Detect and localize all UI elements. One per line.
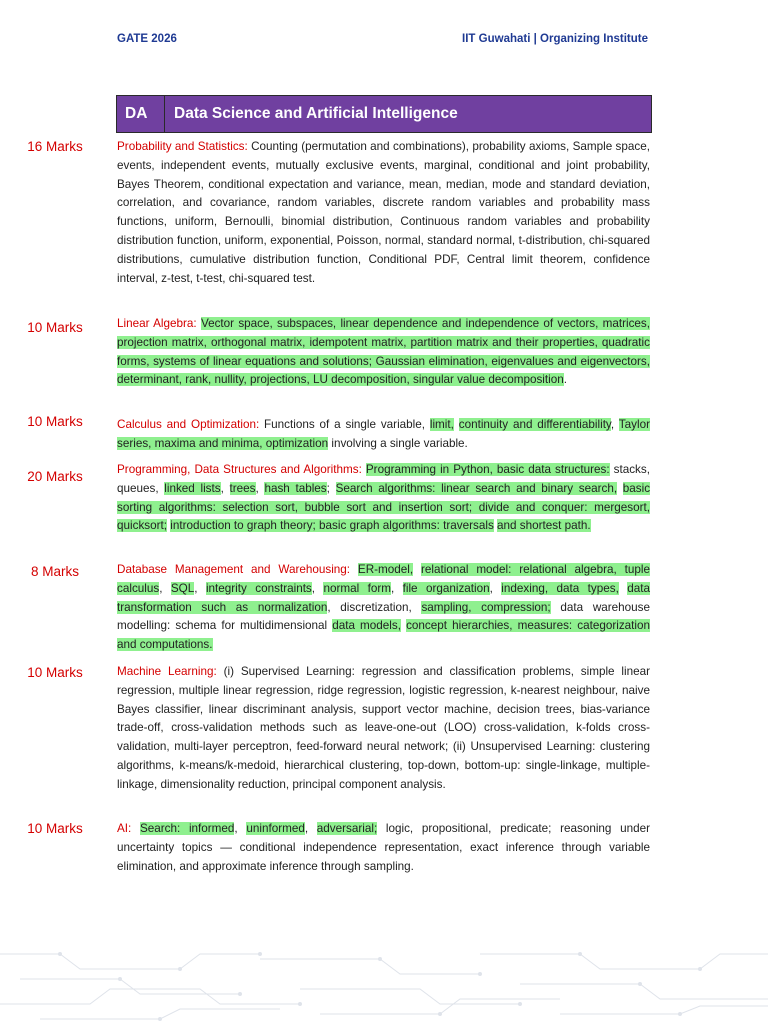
- highlighted-text: and shortest path.: [497, 519, 591, 533]
- topic-text: Counting (permutation and combinations), probability axioms, Sample space, events, independent events, mutually exclusive events, marginal, conditional and joint probability, Bayes Theorem, conditional expectation and variance, mean, median, mode and standard deviation, correlation, and covariance, random variables, discrete random variables and probability mass functions, uniform, Bernoulli, binomial distribution, Continuous random variables and probability distribution function, uniform, exponential, Poisson, normal, standard normal, t-distribution, chi-squared distributions, cumulative distribution function, Conditional PDF, Central limit theorem, confidence interval, z-test, t-test, chi-squared test.: [117, 140, 650, 285]
- topic-text: ,: [311, 581, 324, 595]
- topic-label: Database Management and Warehousing:: [117, 563, 351, 576]
- marks-label: 10 Marks: [27, 320, 83, 335]
- topic-text: [350, 563, 358, 576]
- topic-text: ,: [234, 822, 247, 835]
- topic-label: Calculus and Optimization:: [117, 418, 260, 431]
- highlighted-text: relational model: relational algebra, tuple calculus: [117, 563, 651, 595]
- syllabus-section: [117, 416, 650, 454]
- highlighted-text: basic sorting algorithms: selection sort, bubble sort and insertion sort; divide and conquer: mergesort, quicksort;: [117, 481, 651, 533]
- highlighted-text: integrity constraints: [205, 581, 312, 595]
- highlighted-text: Search: informed: [139, 822, 235, 835]
- highlighted-text: continuity and differentiability: [458, 418, 611, 431]
- topic-text: ,: [159, 581, 171, 595]
- topic-text: logic, propositional, predicate; reasoning under uncertainty topics — conditional independence representation, exact inference through variable elimination, and approximate inference through sampling.: [117, 822, 650, 873]
- highlighted-text: ER-model,: [357, 563, 414, 576]
- highlighted-text: hash tables: [264, 481, 327, 495]
- marks-label: 10 Marks: [27, 665, 83, 680]
- syllabus-section: [117, 461, 650, 536]
- marks-label: 16 Marks: [27, 139, 83, 154]
- topic-text: [617, 482, 623, 495]
- highlighted-text: data transformation such as normalization: [117, 581, 650, 614]
- topic-text: [454, 418, 459, 431]
- topic-text: ,: [194, 581, 206, 595]
- topic-label: Linear Algebra:: [117, 317, 197, 330]
- topic-text: (i) Supervised Learning: regression and classification problems, simple linear regression, multiple linear regression, ridge regression, logistic regression, k-nearest neighbour, naive Bayes classifier, linear discriminant analysis, support vector machine, decision trees, bias-variance trade-off, cross-validation methods such as leave-one-out (LOO) cross-validation, k-folds cross-validation, multi-layer perceptron, feed-forward neural network; (ii) Unsupervised Learning: clustering algorithms, k-means/k-medoid, hierarchical clustering, top-down, bottom-up: single-linkage, multiple-linkage, dimensionality reduction, principal component analysis.: [117, 665, 650, 791]
- topic-text: [413, 563, 421, 576]
- highlighted-text: Programming in Python, basic data structures:: [365, 463, 610, 476]
- highlighted-text: file organization: [402, 581, 490, 595]
- topic-label: Machine Learning:: [117, 665, 217, 678]
- header-right: IIT Guwahati | Organizing Institute: [462, 33, 648, 45]
- highlighted-text: Vector space, subspaces, linear dependence and independence of vectors, matrices, projection matrix, orthogonal matrix, idempotent matrix, partition matrix and their properties, quadratic forms, systems of linear equations and solutions; Gaussian elimination, eigenvalues and eigenvectors, determinant, rank, nullity, projections, LU decomposition, singular value decomposition: [117, 317, 651, 387]
- highlighted-text: data models,: [332, 619, 401, 633]
- topic-text: ;: [326, 481, 336, 495]
- syllabus-section: [117, 315, 650, 390]
- topic-label: AI:: [117, 822, 132, 835]
- syllabus-section: [117, 138, 650, 288]
- topic-text: ,: [220, 481, 230, 495]
- page-header: [117, 33, 648, 45]
- highlighted-text: limit,: [429, 418, 454, 431]
- topic-text: ,: [255, 481, 265, 495]
- topic-text: stacks, queues,: [117, 463, 650, 495]
- topic-text: , discretization,: [327, 600, 422, 614]
- section-banner: [116, 95, 652, 133]
- marks-label: 8 Marks: [30, 564, 79, 579]
- topic-text: Functions of a single variable,: [259, 418, 430, 431]
- highlighted-text: normal form: [323, 581, 391, 595]
- topic-text: involving a single variable.: [328, 436, 468, 450]
- syllabus-section: [117, 663, 650, 795]
- marks-label: 10 Marks: [27, 821, 83, 836]
- highlighted-text: Taylor series, maxima and minima, optimization: [117, 418, 650, 450]
- banner-title: Data Science and Artificial Intelligence: [174, 105, 458, 122]
- highlighted-text: sampling, compression;: [421, 600, 551, 614]
- highlighted-text: SQL: [170, 581, 195, 595]
- topic-text: ,: [489, 581, 502, 595]
- highlighted-text: uninformed: [246, 822, 305, 835]
- topic-label: Probability and Statistics:: [117, 140, 248, 153]
- topic-text: ,: [304, 822, 317, 835]
- marks-label: 20 Marks: [27, 469, 83, 484]
- syllabus-section: [117, 820, 650, 876]
- syllabus-section: [117, 561, 650, 655]
- topic-text: .: [563, 373, 567, 387]
- circuit-pattern-decoration: [0, 934, 768, 1024]
- highlighted-text: indexing, data types,: [501, 581, 619, 595]
- marks-label: 10 Marks: [27, 414, 83, 429]
- topic-label: Programming, Data Structures and Algorithms:: [117, 463, 362, 476]
- highlighted-text: concept hierarchies, measures: categorization and computations.: [117, 619, 651, 652]
- highlighted-text: linked lists: [164, 481, 221, 495]
- highlighted-text: Search algorithms: linear search and binary search,: [335, 481, 618, 495]
- highlighted-text: trees: [229, 481, 256, 495]
- topic-text: ,: [390, 581, 403, 595]
- header-left: GATE 2026: [117, 33, 177, 45]
- highlighted-text: introduction to graph theory; basic graph algorithms: traversals: [170, 519, 494, 533]
- highlighted-text: adversarial;: [316, 822, 378, 835]
- topic-text: [619, 582, 627, 595]
- topic-text: [131, 822, 140, 835]
- topic-text: ,: [610, 418, 619, 431]
- banner-code: DA: [117, 96, 165, 132]
- topic-text: data warehouse modelling: schema for multidimensional: [117, 600, 651, 633]
